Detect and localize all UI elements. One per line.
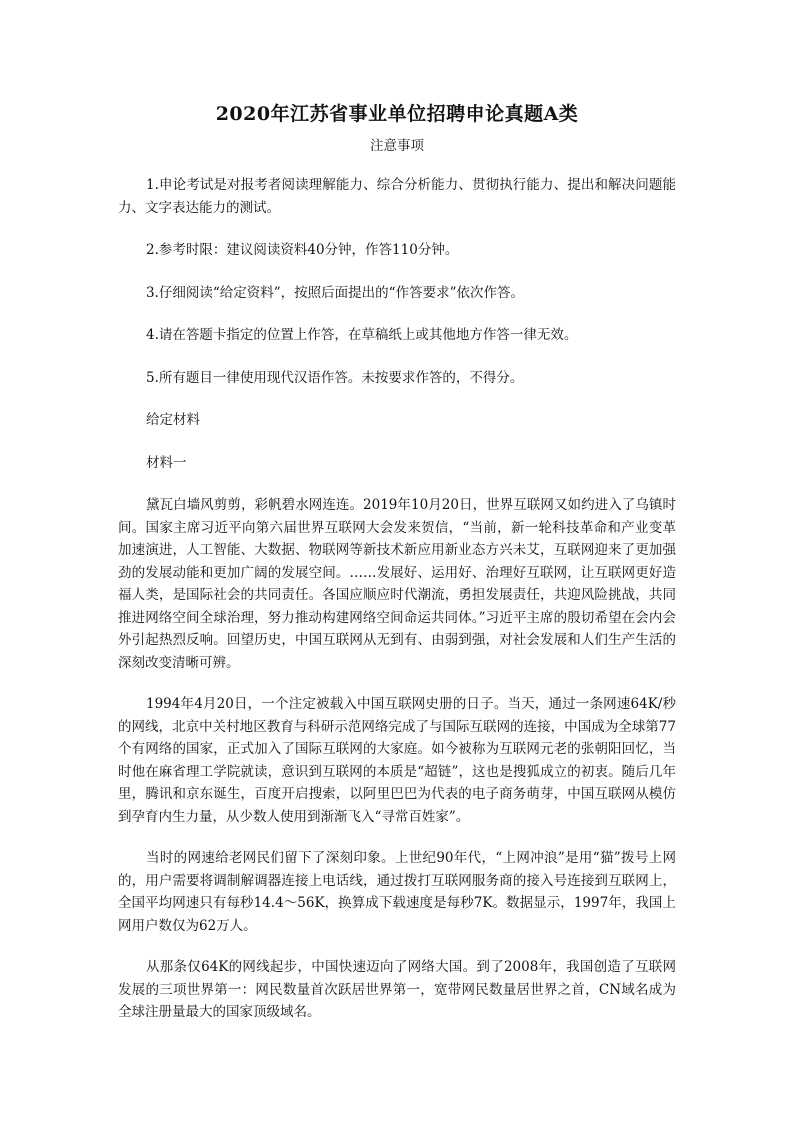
body-paragraph: 黛瓦白墙风剪剪，彩帆碧水网连连。2019年10月20日，世界互联网又如约进入了乌镇时间。国家主席习近平向第六届世界互联网大会发来贺信，“当前，新一轮科技革命和产业变革加速演进，人工智能、大数据、物联网等新技术新应用新业态方兴未艾，互联网迎来了更加强劲的发展动能和更加广阔的发展空间。……发展好、运用好、治理好互联网，让互联网更好造福人类，是国际社会的共同责任。各国应顺应时代潮流，勇担发展责任，共迎风险挑战，共同推进网络空间全球治理，努力推动构建网络空间命运共同体。”习近平主席的殷切希望在会内会外引起热烈反响。回望历史，中国互联网从无到有、由弱到强，对社会发展和人们生产生活的深刻改变清晰可辨。 bbox=[118, 497, 676, 671]
note-item: 5.所有题目一律使用现代汉语作答。未按要求作答的，不得分。 bbox=[146, 369, 524, 386]
body-paragraph: 1994年4月20日，一个注定被载入中国互联网史册的日子。当天，通过一条网速64K/秒的网线，北京中关村地区教育与科研示范网络完成了与国际互联网的连接，中国成为全球第77个有网络的国家，正式加入了国际互联网的大家庭。如今被称为互联网元老的张朝阳回忆，当时他在麻省理工学院就读，意识到互联网的本质是“超链”，这也是搜狐成立的初衷。随后几年里，腾讯和京东诞生，百度开启搜索，以阿里巴巴为代表的电子商务萌芽，中国互联网从模仿到孕育内生力量，从少数人使用到渐渐飞入“寻常百姓家”。 bbox=[118, 696, 676, 825]
body-paragraph: 从那条仅64K的网线起步，中国快速迈向了网络大国。到了2008年，我国创造了互联网发展的三项世界第一：网民数量首次跃居世界第一，宽带网民数量居世界之首，CN域名成为全球注册量最大的国家顶级域名。 bbox=[118, 959, 677, 1020]
document-page bbox=[118, 100, 676, 1024]
note-item: 2.参考时限：建议阅读资料40分钟，作答110分钟。 bbox=[146, 242, 459, 258]
note-item: 1.申论考试是对报考者阅读理解能力、综合分析能力、贯彻执行能力、提出和解决问题能力、文字表达能力的测试。 bbox=[118, 177, 676, 216]
document-subtitle: 注意事项 bbox=[370, 138, 424, 154]
section-heading: 给定材料 bbox=[146, 412, 200, 428]
body-paragraph: 当时的网速给老网民们留下了深刻印象。上世纪90年代，“上网冲浪”是用“猫”拨号上网的，用户需要将调制解调器连接上电话线，通过拨打互联网服务商的接入号连接到互联网上，全国平均网速只有每秒14.4～56K，换算成下载速度是每秒7K。数据显示，1997年，我国上网用户数仅为62万人。 bbox=[118, 850, 676, 934]
material-heading: 材料一 bbox=[146, 454, 187, 471]
note-item: 4.请在答题卡指定的位置上作答，在草稿纸上或其他地方作答一律无效。 bbox=[146, 327, 578, 343]
document-title: 2020年江苏省事业单位招聘申论真题A类 bbox=[215, 103, 579, 125]
note-item: 3.仔细阅读“给定资料”，按照后面提出的“作答要求”依次作答。 bbox=[146, 284, 524, 301]
